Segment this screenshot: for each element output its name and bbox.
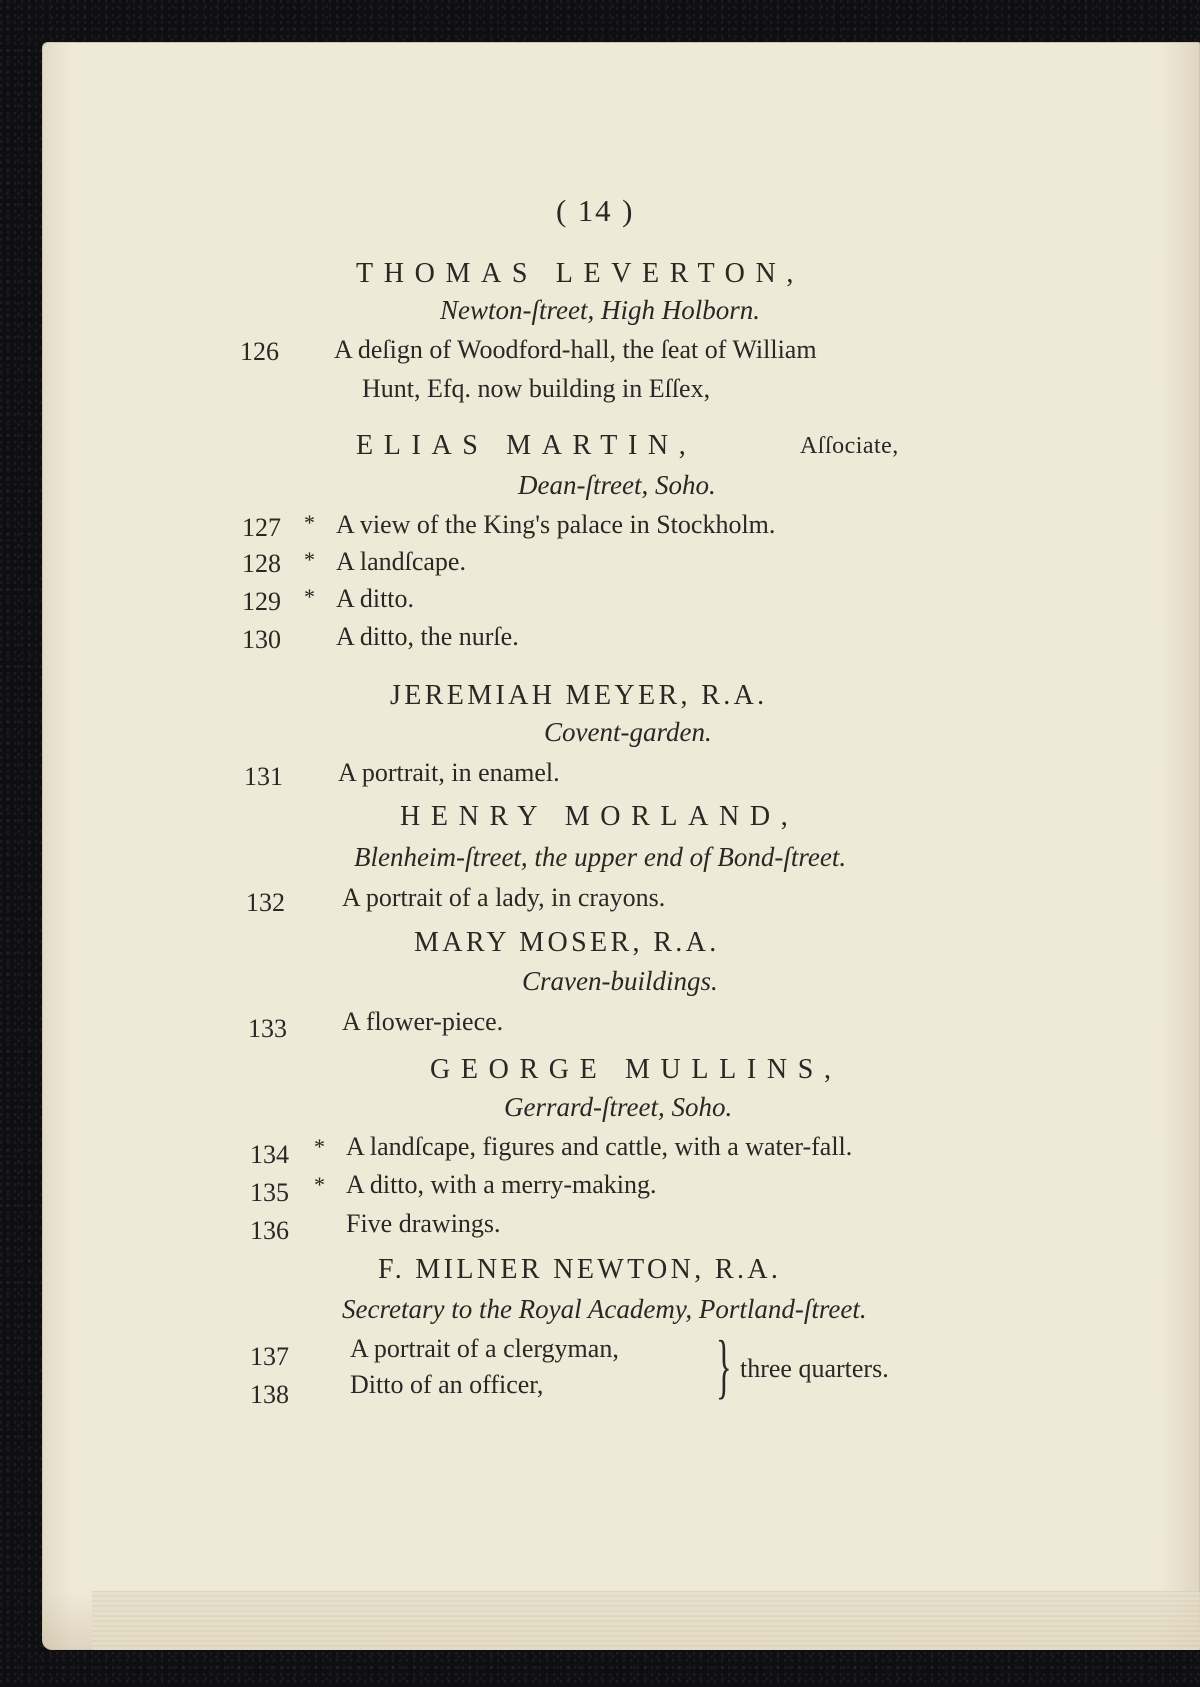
artist-address: Dean-ſtreet, Soho. [518,470,716,500]
entry-text: A landſcape. [336,547,466,576]
catalogue-number: 137 [250,1342,289,1371]
asterisk-marker: * [304,510,315,535]
entry-text: A landſcape, figures and cattle, with a water-fall. [346,1132,853,1161]
artist-name: ELIAS MARTIN, [356,430,697,461]
catalogue-number: 129 [242,587,281,616]
artist-name: F. MILNER NEWTON, R.A. [378,1254,782,1285]
asterisk-marker: * [314,1134,325,1159]
artist-name: THOMAS LEVERTON, [356,258,805,289]
catalogue-number: 134 [250,1140,289,1169]
catalogue-number: 135 [250,1178,289,1207]
entry-text: Ditto of an officer, [350,1370,544,1399]
catalogue-number: 126 [240,337,279,366]
artist-address: Newton-ſtreet, High Holborn. [440,295,760,325]
asterisk-marker: * [314,1172,325,1197]
asterisk-marker: * [304,547,315,572]
entry-text: A portrait, in enamel. [338,758,560,787]
brace-glyph: } [716,1326,732,1406]
artist-address: Covent-garden. [544,717,712,747]
artist-name: HENRY MORLAND, [400,801,799,832]
catalogue-number: 130 [242,625,281,654]
artist-address: Gerrard-ſtreet, Soho. [504,1092,733,1122]
artist-role: Aſſociate, [800,433,899,459]
entry-text: A ditto. [336,584,415,613]
entry-text: A portrait of a clergyman, [350,1334,619,1363]
asterisk-marker: * [304,584,315,609]
catalogue-number: 136 [250,1216,289,1245]
catalogue-number: 132 [246,888,285,917]
artist-address: Secretary to the Royal Academy, Portland-ſtreet. [342,1294,867,1324]
entry-text: A view of the King's palace in Stockholm. [336,510,776,539]
page-edge [92,1591,1200,1650]
artist-name: JEREMIAH MEYER, R.A. [390,680,768,711]
entry-text: A flower-piece. [342,1007,504,1036]
entry-text: A portrait of a lady, in crayons. [342,883,666,912]
page-folio: ( 14 ) [556,193,635,228]
entry-text: A deſign of Woodford-hall, the ſeat of William [334,335,817,364]
artist-name: GEORGE MULLINS, [430,1054,842,1085]
entry-text-continued: Hunt, Efq. now building in Eſſex, [362,374,711,403]
catalogue-number: 133 [248,1014,287,1043]
entry-text: A ditto, the nurſe. [336,622,519,651]
artist-address: Craven-buildings. [522,966,718,996]
catalogue-number: 127 [242,513,281,542]
entry-text: Five drawings. [346,1209,501,1238]
catalogue-number: 131 [244,762,283,791]
artist-name: MARY MOSER, R.A. [414,927,720,958]
entry-text: A ditto, with a merry-making. [346,1170,657,1199]
bracket-note: three quarters. [740,1354,889,1383]
catalogue-number: 138 [250,1380,289,1409]
catalogue-number: 128 [242,549,281,578]
artist-address: Blenheim-ſtreet, the upper end of Bond-ſtreet. [354,842,847,872]
